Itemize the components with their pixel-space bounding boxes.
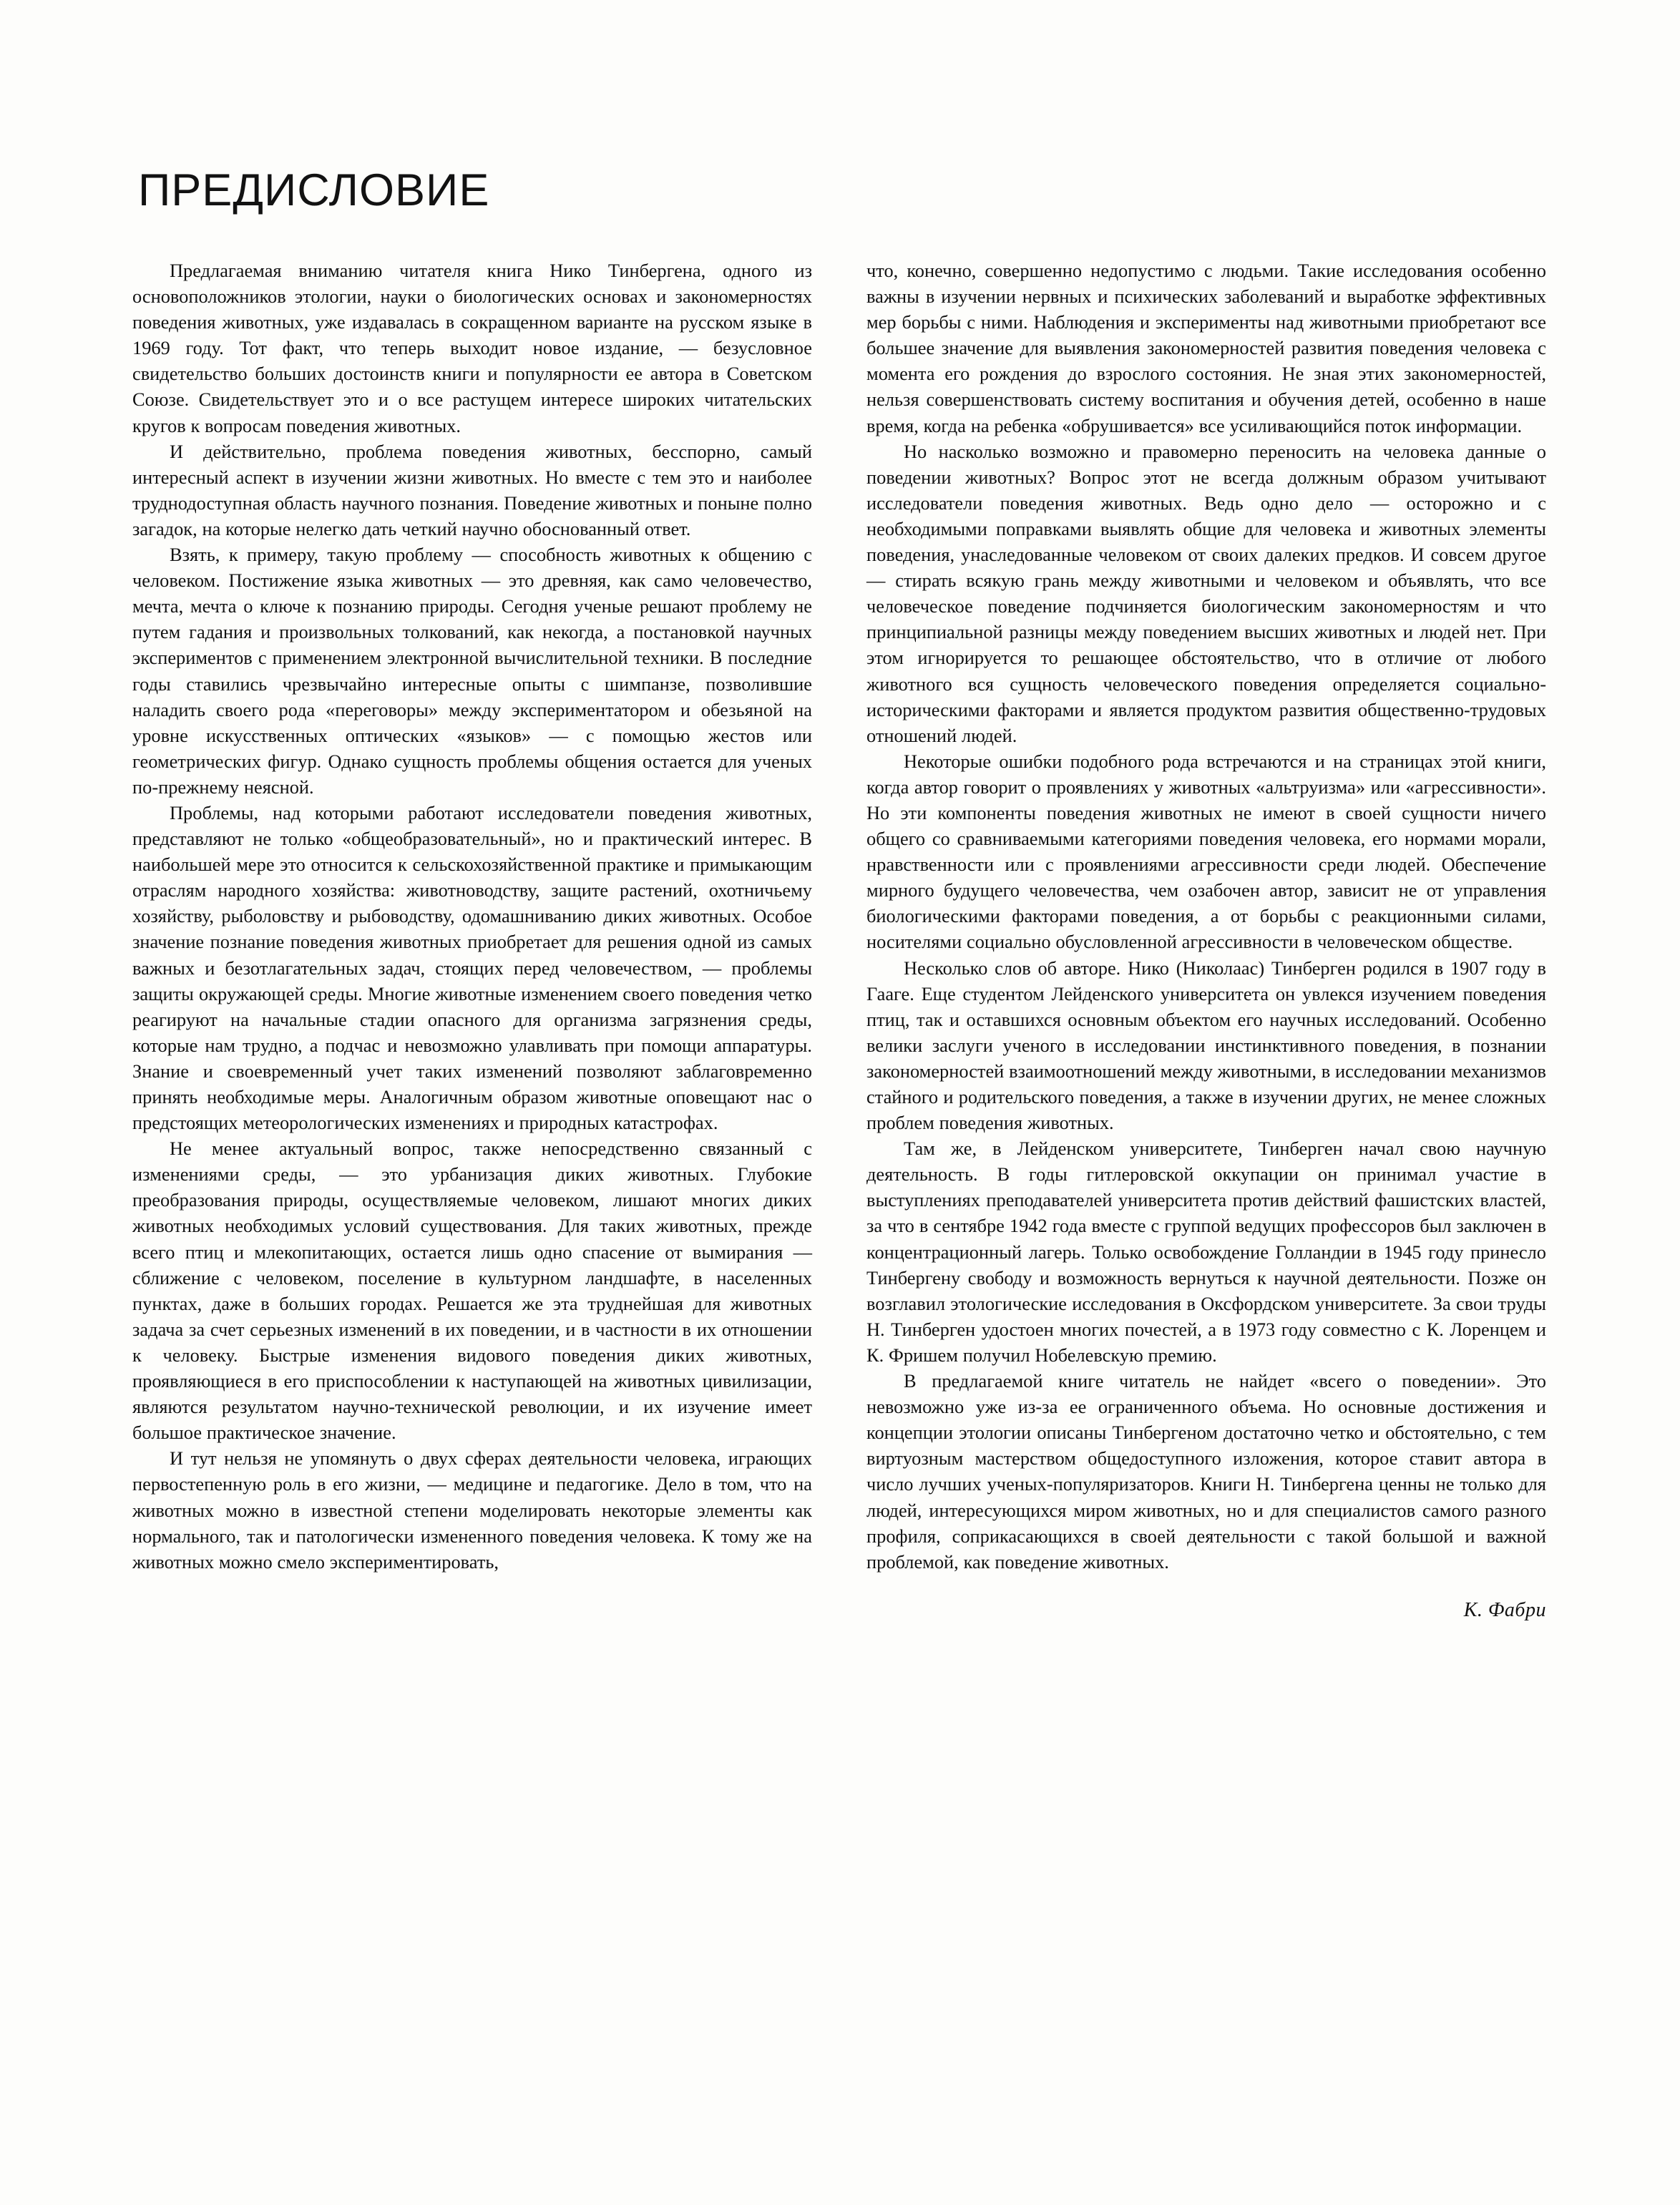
paragraph: В предлагаемой книге читатель не найдет «всего о поведении». Это невозможно уже из-за ее ограниченного объема. Но основные достижения и концепции этологии описаны Тинбергеном достаточно четко и обстоятельно, с тем виртуозным мастерством общедоступного изложения, которое ставит автора в число лучших ученых-популяризаторов. Книги Н. Тинбергена ценны не только для людей, интересующихся миром животных, но и для специалистов самого разного профиля, соприкасающихся в своей деятельности с такой большой и важной проблемой, как поведение животных. bbox=[866, 1370, 1546, 1573]
paragraph: Там же, в Лейденском университете, Тинберген начал свою научную деятельность. В годы гитлеровской оккупации он принимал участие в выступлениях преподавателей университета против действий фашистских властей, за что в сентябре 1942 года вместе с группой ведущих профессоров был заключен в концентрационный лагерь. Только освобождение Голландии в 1945 году принесло Тинбергену свободу и возможность вернуться к научной деятельности. Позже он возглавил этологические исследования в Оксфордском университете. За свои труды Н. Тинберген удостоен многих почестей, а в 1973 году совместно с К. Лоренцем и К. Фришем получил Нобелевскую премию. bbox=[866, 1138, 1546, 1366]
paragraph: Не менее актуальный вопрос, также непосредственно связанный с изменениями среды, — это урбанизация диких животных. Глубокие преобразования природы, осуществляемые человеком, лишают многих диких животных необходимых условий существования. Для таких животных, прежде всего птиц и млекопитающих, остается лишь одно спасение от вымирания — сближение с человеком, поселение в культурном ландшафте, в населенных пунктах, даже в больших городах. Решается же эта труднейшая для животных задача за счет серьезных изменений в их поведении, и в частности в их отношении к человеку. Быстрые изменения видового поведения диких животных, проявляющиеся в его приспособлении к наступающей на животных цивилизации, являются результатом научно-технической революции, и их изучение имеет большое практическое значение. bbox=[132, 1138, 812, 1444]
paragraph: Но насколько возможно и правомерно переносить на человека данные о поведении животных? Вопрос этот не всегда должным образом учитывают исследователи поведения животных. Ведь одно дело — осторожно и с необходимыми поправками выявлять общие для человека и животных элементы поведения, унаследованные человеком от своих далеких предков. И совсем другое — стирать всякую грань между животными и человеком и объявлять, что все человеческое поведение подчиняется биологическим закономерностям и что принципиальной разницы между поведением высших животных и людей нет. При этом игнорируется то решающее обстоятельство, что в отличие от любого животного вся сущность человеческого поведения определяется социально-историческими факторами и является продуктом развития общественно-трудовых отношений людей. bbox=[866, 440, 1546, 746]
paragraph: Некоторые ошибки подобного рода встречаются и на страницах этой книги, когда автор говорит о проявлениях у животных «альтруизма» или «агрессивности». Но эти компоненты поведения животных не имеют в своей сущности ничего общего со сравниваемыми категориями поведения человека, его нормами морали, нравственности или с проявлениями агрессивности среди людей. Обеспечение мирного будущего человечества, чем озабочен автор, зависит не от управления биологическими факторами поведения, а от борьбы с реакционными силами, носителями социально обусловленной агрессивности в человеческом обществе. bbox=[866, 750, 1546, 953]
paragraph: Предлагаемая вниманию читателя книга Нико Тинбергена, одного из основоположников этологии, науки о биологических основах и закономерностях поведения животных, уже издавалась в сокращенном варианте на русском языке в 1969 году. Тот факт, что теперь выходит новое издание, — безусловное свидетельство больших достоинств книги и популярности ее автора в Советском Союзе. Свидетельствует это и о все растущем интересе широких читательских кругов к вопросам поведения животных. bbox=[132, 260, 812, 436]
paragraph: Несколько слов об авторе. Нико (Николаас) Тинберген родился в 1907 году в Гааге. Еще студентом Лейденского университета он увлекся изучением поведения птиц, так и оставшихся основным объектом его научных исследований. Особенно велики заслуги ученого в исследовании инстинктивного поведения, в познании закономерностей взаимоотношений между животными, в исследовании механизмов стайного и родительского поведения, а также в изучении других, не менее сложных проблем поведения животных. bbox=[866, 957, 1547, 1134]
paragraph: И действительно, проблема поведения животных, бесспорно, самый интересный аспект в изучении жизни животных. Но вместе с тем это и наиболее труднодоступная область научного познания. Поведение животных и поныне полно загадок, на которые нелегко дать четкий научно обоснованный ответ. bbox=[132, 440, 812, 539]
left-column bbox=[132, 258, 812, 1575]
page-title: ПРЕДИСЛОВИЕ bbox=[138, 165, 490, 215]
paragraph: Проблемы, над которыми работают исследователи поведения животных, представляют не только «общеобразовательный», но и практический интерес. В наибольшей мере это относится к сельскохозяйственной практике и примыкающим отраслям народного хозяйства: животноводству, защите растений, охотничьему хозяйству, рыболовству и рыбоводству, одомашниванию диких животных. Особое значение познание поведения животных приобретает для решения одной из самых важных и безотлагательных задач, стоящих перед человечеством, — проблемы защиты окружающей среды. Многие животные изменением своего поведения четко реагируют на начальные стадии опасного для организма загрязнения среды, которые нам трудно, а подчас и невозможно улавливать при помощи аппаратуры. Знание и своевременный учет таких изменений позволяют заблаговременно принять необходимые меры. Аналогичным образом животные оповещают нас о предстоящих метеорологических изменениях и природных катастрофах. bbox=[132, 801, 812, 1134]
right-column bbox=[866, 258, 1546, 1622]
author-signature: К. Фабри bbox=[1463, 1598, 1546, 1621]
two-column-body bbox=[132, 258, 1548, 1622]
paragraph: Взять, к примеру, такую проблему — способность животных к общению с человеком. Постижение языка животных — это древняя, как само человечество, мечта, мечта о ключе к познанию природы. Сегодня ученые решают проблему не путем гадания и произвольных толкований, как некогда, а постановкой научных экспериментов с применением электронной вычислительной техники. В последние годы ставились чрезвычайно интересные опыты с шимпанзе, позволившие наладить своего рода «переговоры» между экспериментатором и обезьяной на уровне искусственных оптических «языков» — с помощью жестов или геометрических фигур. Однако сущность проблемы общения остается для ученых по-прежнему неясной. bbox=[132, 544, 812, 798]
paragraph: что, конечно, совершенно недопустимо с людьми. Такие исследования особенно важны в изучении нервных и психических заболеваний и выработке эффективных мер борьбы с ними. Наблюдения и эксперименты над животными приобретают все большее значение для выявления закономерностей развития поведения человека с момента его рождения до взрослого состояния. Не зная этих закономерностей, нельзя совершенствовать систему воспитания и обучения детей, особенно в наше время, когда на ребенка «обрушивается» все усиливающийся поток информации. bbox=[866, 260, 1546, 436]
paragraph: И тут нельзя не упомянуть о двух сферах деятельности человека, играющих первостепенную роль в его жизни, — медицине и педагогике. Дело в том, что на животных можно в известной степени моделировать некоторые элементы как нормального, так и патологически измененного поведения человека. К тому же на животных можно смело экспериментировать, bbox=[132, 1447, 812, 1573]
